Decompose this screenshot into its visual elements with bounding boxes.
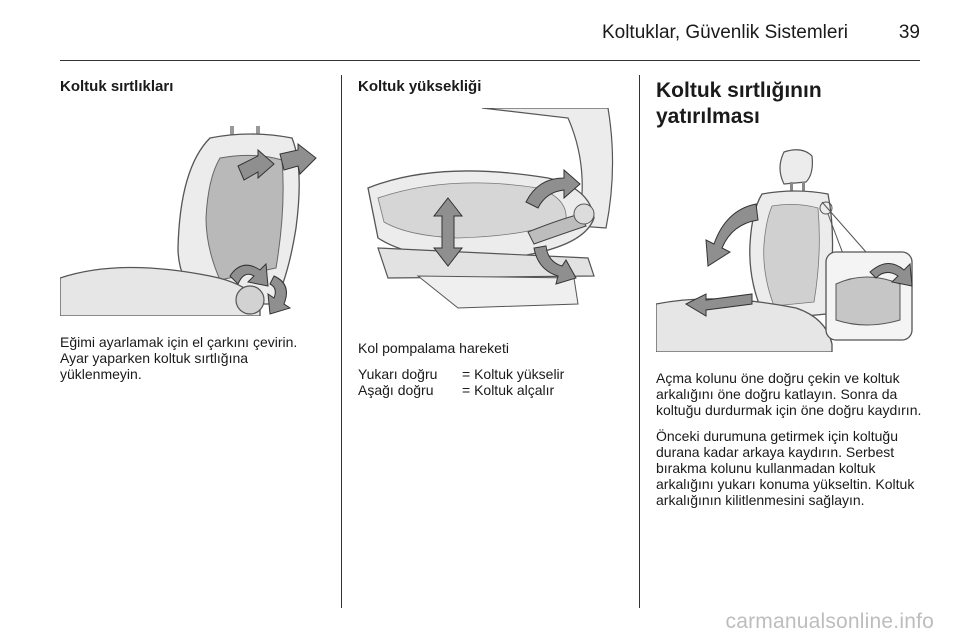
seat-height-illustration — [358, 108, 622, 320]
heading-line-1: Koltuk sırtlığının — [656, 79, 822, 102]
header-title: Koltuklar, Güvenlik Sistemleri — [601, 22, 848, 43]
figure-caption: Kol pompalama hareketi — [358, 340, 509, 356]
section-seat-backrest — [60, 78, 326, 382]
definition-row — [358, 366, 622, 382]
header-rule — [60, 60, 920, 61]
section-heading — [656, 78, 922, 130]
watermark: carmanualsonline.info — [725, 610, 934, 633]
seat-backrest-svg — [60, 108, 324, 316]
definition-term: Aşağı doğru — [358, 382, 434, 398]
seat-height-svg — [358, 108, 622, 320]
page-header — [60, 18, 920, 58]
heading-line-2: yatırılması — [656, 105, 760, 128]
fold-backrest-illustration — [656, 144, 920, 352]
definition-term: Yukarı doğru — [358, 366, 438, 382]
paragraph: Önceki durumuna getirmek için koltuğu durana kadar arkaya kaydırın. Serbest bırakma kolunu kullanmadan koltuk arkalığını yukarı konuma yükseltin. Koltuk arkalığının kilitlenmesini sağlayın. — [656, 428, 915, 508]
section-body: Eğimi ayarlamak için el çarkını çevirin. Ayar yaparken koltuk sırtlığına yüklenmeyin. — [60, 334, 298, 382]
section-heading: Koltuk sırtlıkları — [60, 78, 174, 95]
seat-backrest-illustration — [60, 108, 324, 316]
fold-backrest-svg — [656, 144, 920, 352]
column-divider — [341, 75, 342, 608]
definition-table — [358, 366, 622, 398]
column-divider — [639, 75, 640, 608]
paragraph: Açma kolunu öne doğru çekin ve koltuk arkalığını öne doğru katlayın. Sonra da koltuğu durdurmak için öne doğru kaydırın. — [656, 370, 922, 418]
page-number: 39 — [898, 22, 920, 43]
definition-desc: = Koltuk alçalır — [462, 382, 555, 398]
definition-row — [358, 382, 622, 398]
section-heading: Koltuk yüksekliği — [358, 78, 482, 95]
definition-desc: = Koltuk yükselir — [462, 366, 565, 382]
section-fold-backrest — [656, 78, 922, 508]
section-seat-height — [358, 78, 622, 398]
